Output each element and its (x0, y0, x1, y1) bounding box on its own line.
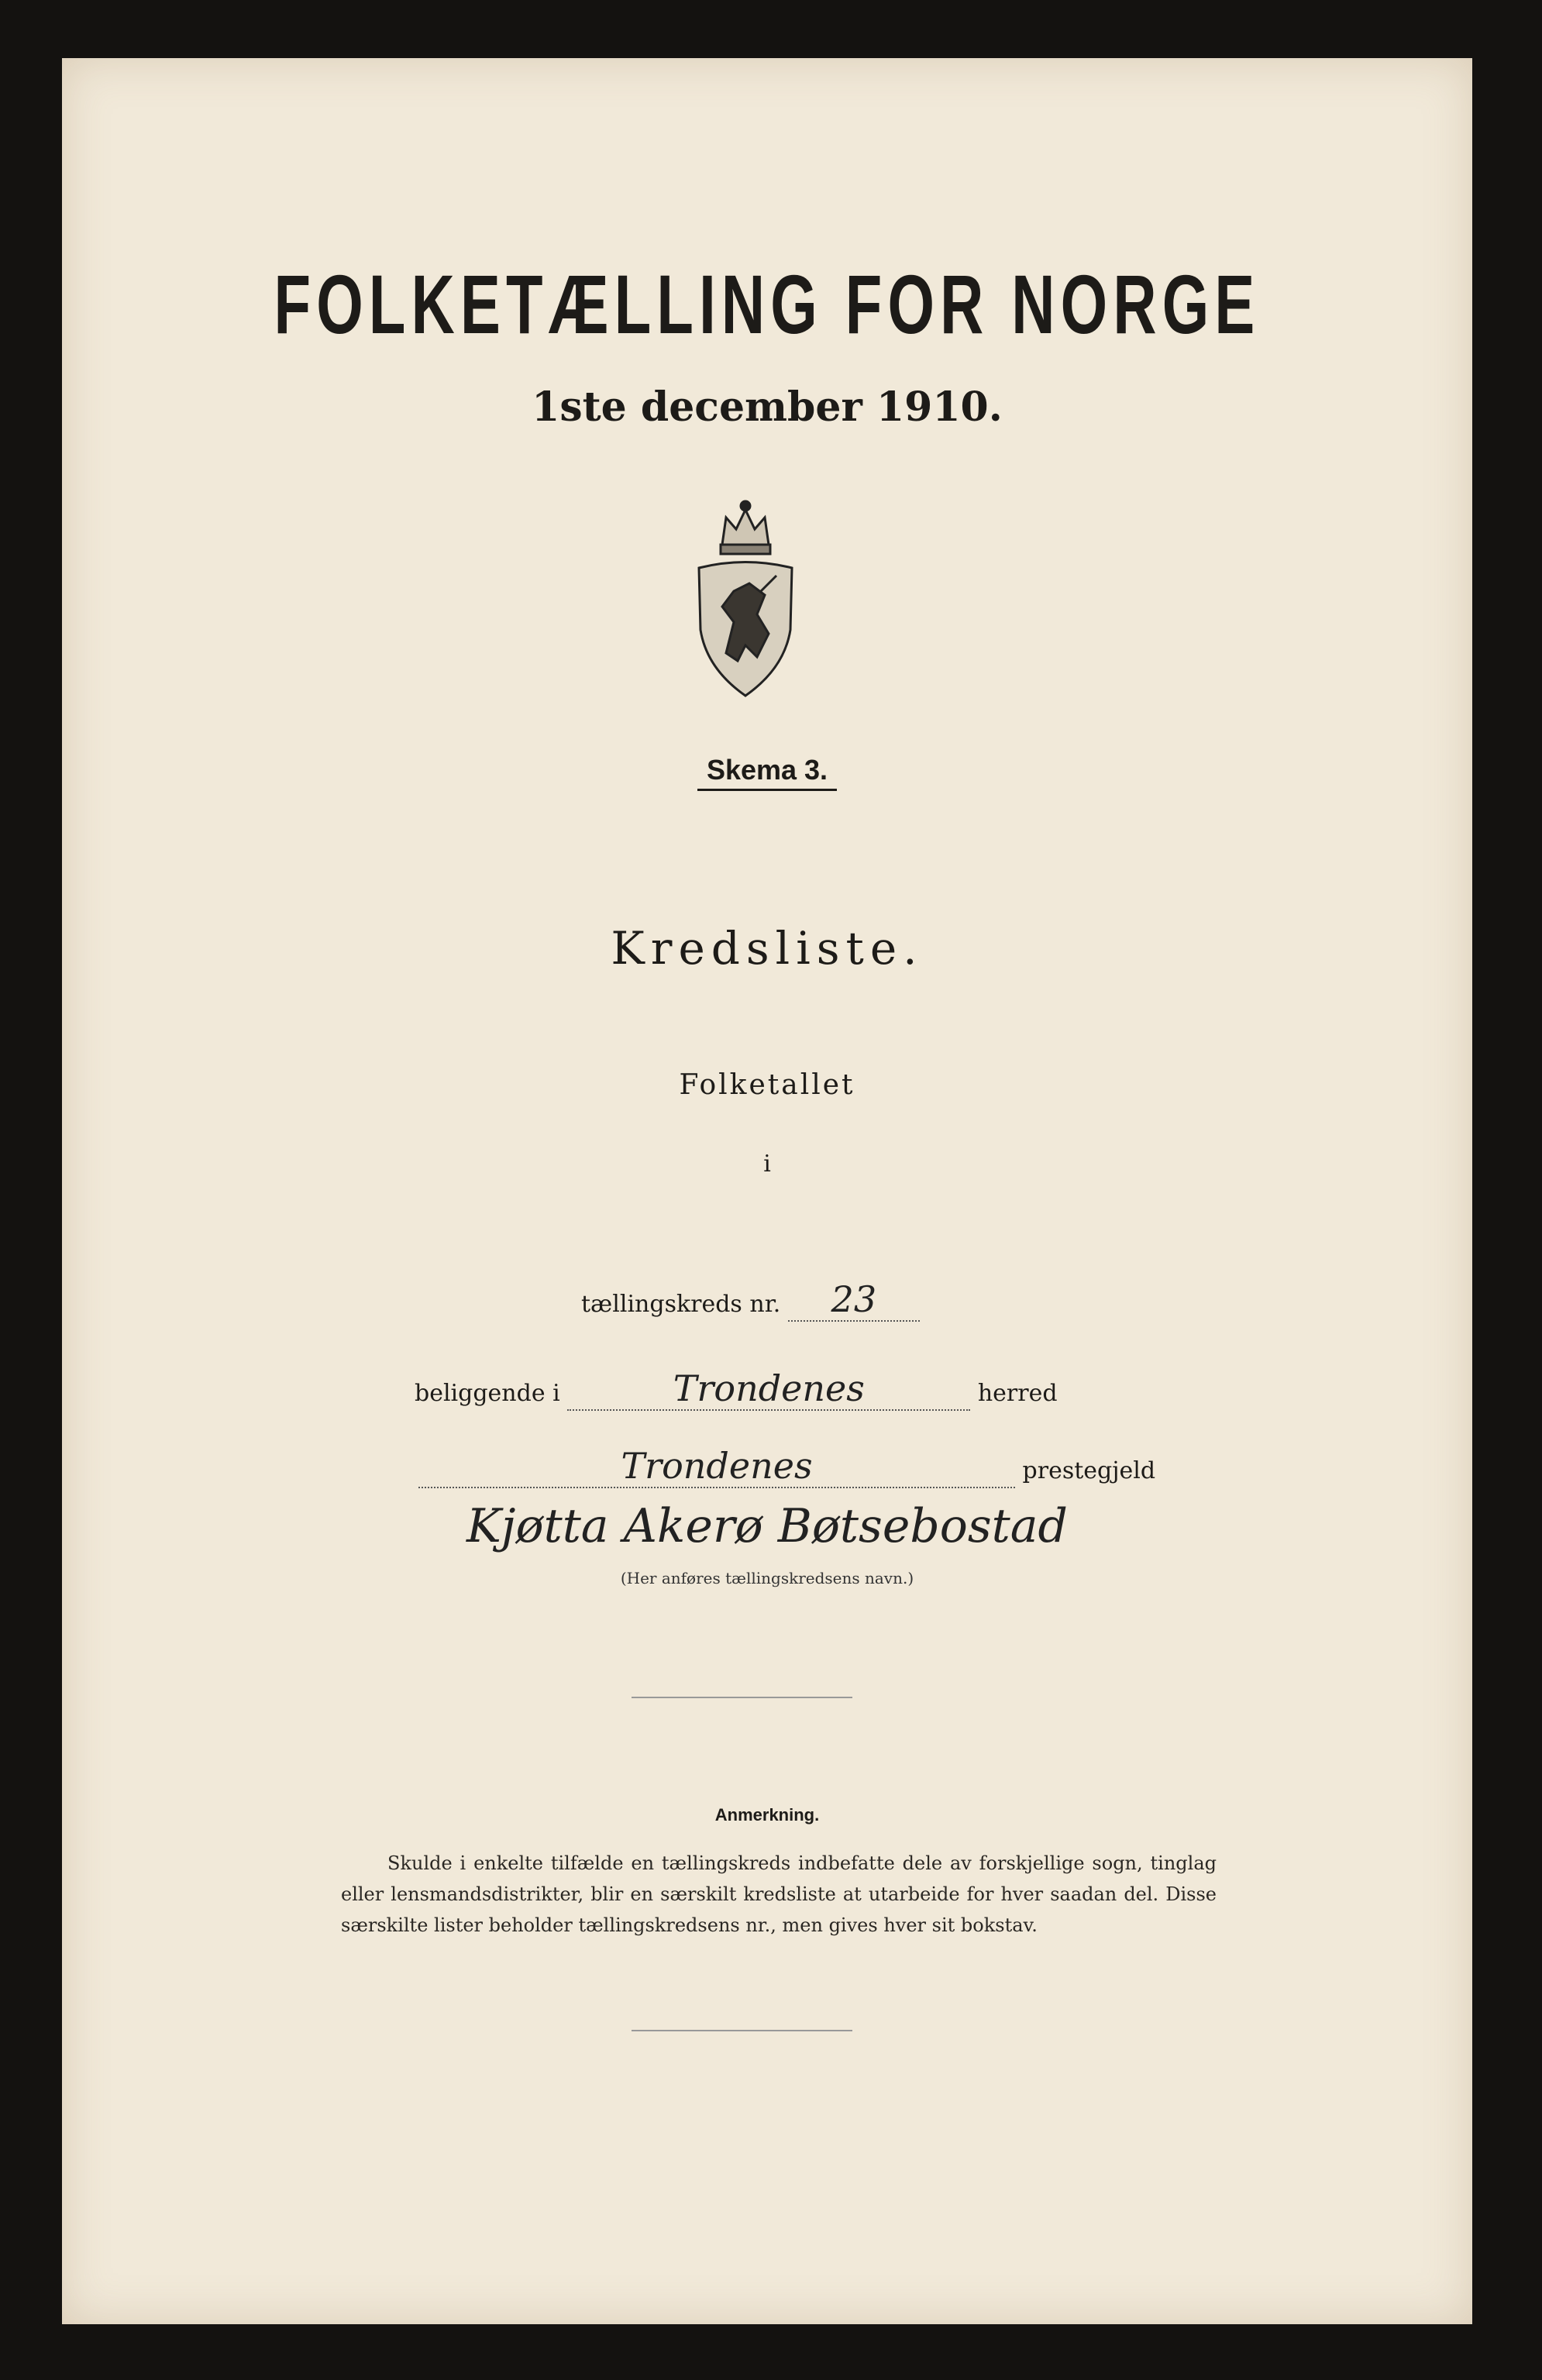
divider (632, 1697, 852, 1698)
district-name-row (62, 1499, 1472, 1553)
prestegjeld-suffix: prestegjeld (1022, 1457, 1156, 1484)
note-text: Skulde i enkelte tilfælde en tællingskreds indbefatte dele av forskjellige sogn, tinglag eller lensmandsdistrikter, blir en særskilt kredsliste at utarbeide for hver saadan del. Disse særskilte lister beholder tællingskredsens nr., men gives hver sit bokstav. (341, 1852, 1217, 1936)
schema-number (62, 754, 1472, 786)
list-type-title: Kredsliste. (611, 922, 924, 975)
herred-line (415, 1367, 1058, 1411)
herred-suffix: herred (977, 1380, 1058, 1407)
district-number-line (581, 1278, 920, 1322)
district-number-value[interactable]: 23 (788, 1278, 920, 1322)
census-date: 1ste december 1910. (532, 383, 1003, 431)
note-heading: Anmerkning. (714, 1805, 820, 1825)
herred-value[interactable]: Trondenes (567, 1367, 970, 1411)
district-name-value[interactable]: Kjøtta Akerø Bøtsebostad (466, 1499, 1068, 1553)
divider-bottom (632, 2030, 852, 2031)
census-form-page (62, 58, 1472, 2324)
district-name-hint: (Her anføres tællingskredsens navn.) (620, 1569, 914, 1587)
herred-prefix: beliggende i (415, 1380, 560, 1407)
schema-label: Skema 3. (697, 754, 837, 791)
in-label: i (763, 1150, 771, 1178)
norwegian-coat-of-arms-icon (691, 498, 800, 700)
prestegjeld-value[interactable]: Trondenes (418, 1445, 1015, 1488)
prestegjeld-line (418, 1445, 1155, 1488)
form-title: FOLKETÆLLING FOR NORGE (274, 257, 1261, 351)
population-label: Folketallet (679, 1069, 855, 1101)
district-number-label: tællingskreds nr. (581, 1291, 781, 1318)
